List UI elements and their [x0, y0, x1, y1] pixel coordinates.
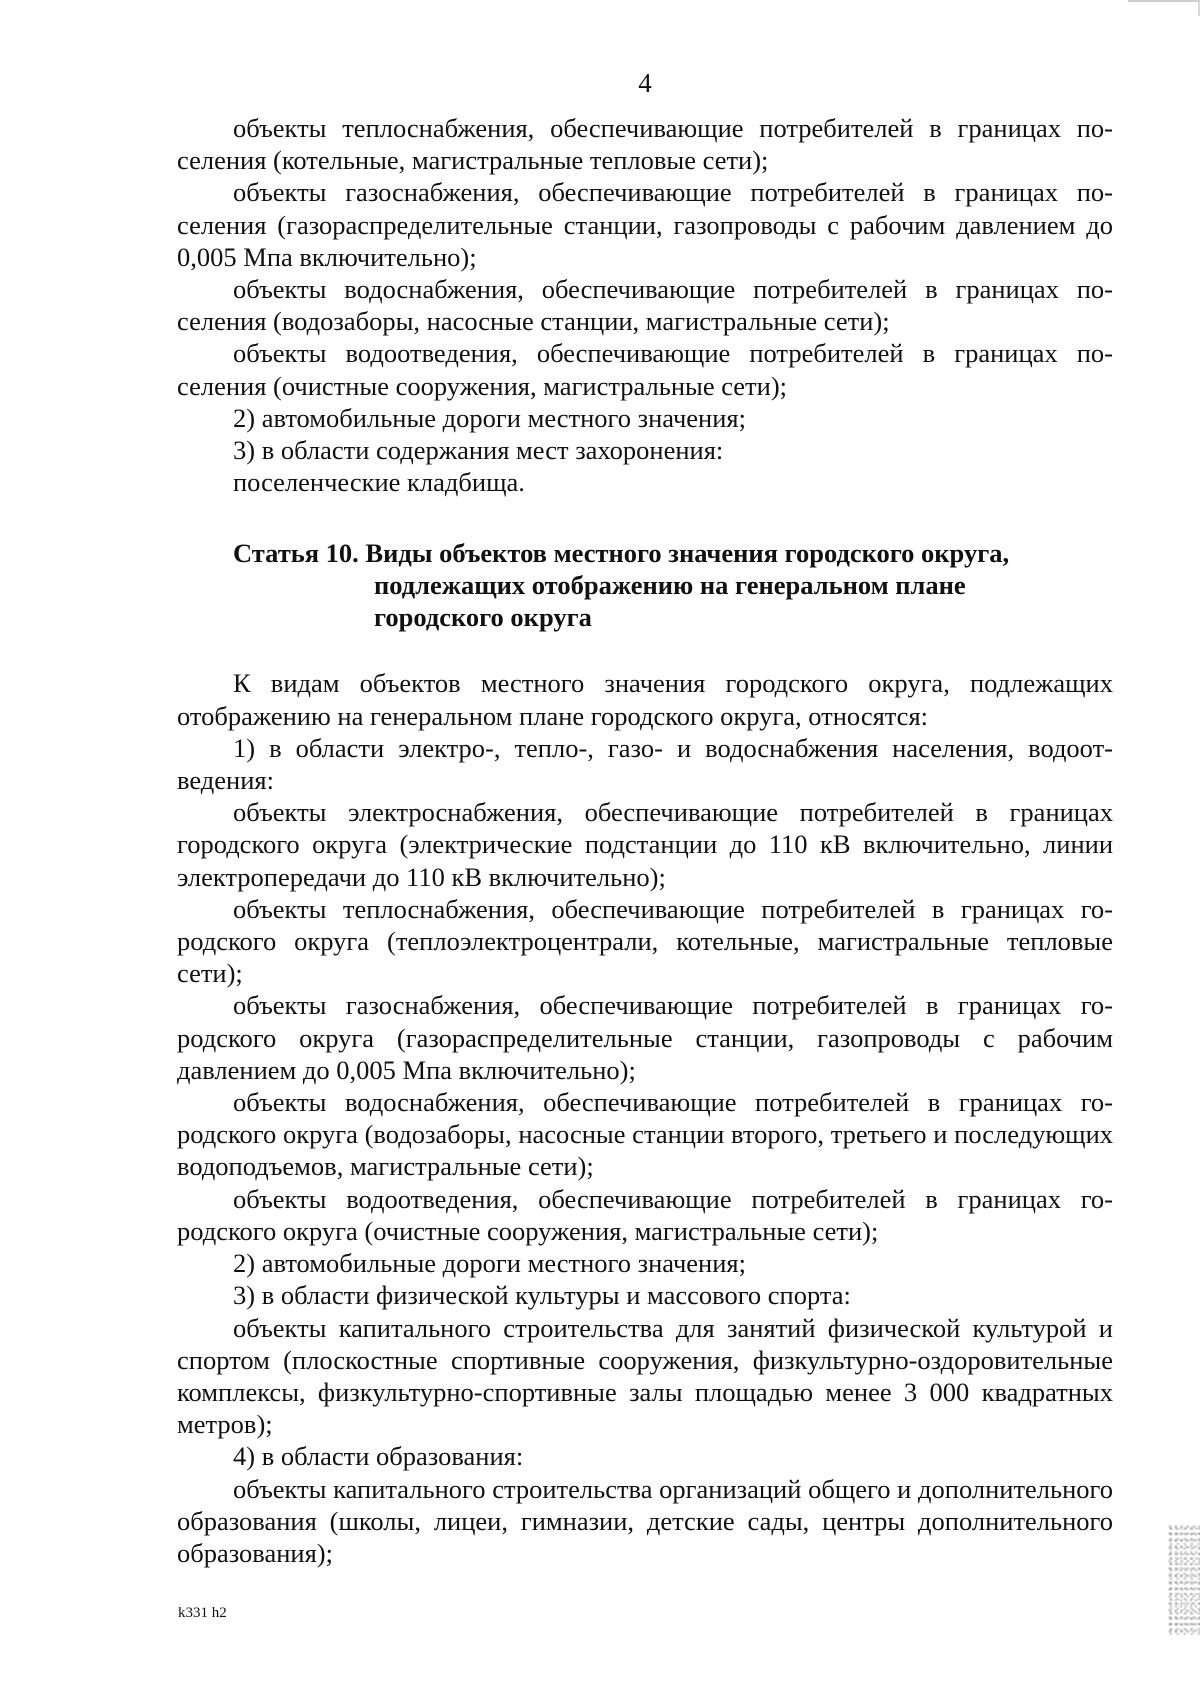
paragraph-cemeteries: поселенческие кладбища. [233, 467, 525, 498]
paragraph-water-disposal-settlement: объекты водоотведения, обеспечивающие потребителей в границах поселения (очистные сооружения, магистральные сети); [177, 338, 1113, 401]
paragraph-water-disposal-city: объекты водоотведения, обеспечивающие потребителей в границах городского округа (очистные сооружения, магистральные сети); [177, 1183, 1113, 1246]
article-heading-line-2: подлежащих отображению на генеральном плане [374, 570, 966, 601]
paragraph-utilities: 1) в области электро-, тепло-, газо- и водоснабжения населения, водоотведения: [177, 732, 1113, 796]
document-body [177, 112, 1113, 1569]
article-heading-line-3: городского округа [374, 602, 592, 633]
paragraph-electricity-city: объекты электроснабжения, обеспечивающие потребителей в границах городского округа (электрические подстанции до 110 кВ включительно, линии электропередачи до 110 кВ включительно); [177, 797, 1113, 892]
paragraph-intro: К видам объектов местного значения городского округа, подлежащих отображению на генеральном плане городского округа, относятся: [177, 668, 1113, 731]
paragraph-education-area: 4) в области образования: [233, 1441, 524, 1472]
heading-spacer [177, 633, 1113, 667]
paragraph-gas-supply-settlement: объекты газоснабжения, обеспечивающие потребителей в границах поселения (газораспределительные станции, газопроводы с рабочим давлением до 0,005 Мпа включительно); [177, 177, 1113, 272]
paragraph-water-supply-settlement: объекты водоснабжения, обеспечивающие потребителей в границах поселения (водозаборы, насосные станции, магистральные сети); [177, 274, 1113, 337]
document-code: k331 h2 [178, 1605, 227, 1621]
paragraph-burial-places: 3) в области содержания мест захоронения: [233, 435, 724, 466]
paragraph-education-facilities: объекты капитального строительства организаций общего и дополнительного образования (школы, лицеи, гимназии, детские сады, центры дополнительного образования); [177, 1473, 1113, 1568]
page-number: 4 [638, 68, 652, 98]
article-heading [233, 537, 1113, 633]
scan-corner-artifact [1128, 0, 1200, 16]
paragraph-sport-facilities: объекты капитального строительства для занятий физической культурой и спортом (плоскостные спортивные сооружения, физкультурно-оздоровительные комплексы, физкультурно-спортивные залы площадью менее 3 000 квадратных метров); [177, 1312, 1113, 1440]
paragraph-water-supply-city: объекты водоснабжения, обеспечивающие потребителей в границах городского округа (водозаборы, насосные станции второго, третьего и последующих водоподъемов, магистральные сети); [177, 1087, 1113, 1182]
paragraph-local-roads-settlement: 2) автомобильные дороги местного значения; [233, 402, 746, 433]
paragraph-local-roads-city: 2) автомобильные дороги местного значения; [233, 1248, 746, 1279]
scan-noise-artifact [1168, 1525, 1200, 1635]
paragraph-heat-supply-settlement: объекты теплоснабжения, обеспечивающие потребителей в границах поселения (котельные, магистральные тепловые сети); [177, 113, 1113, 176]
paragraph-sport-area: 3) в области физической культуры и массового спорта: [233, 1280, 851, 1311]
paragraph-heat-supply-city: объекты теплоснабжения, обеспечивающие потребителей в границах городского округа (теплоэлектроцентрали, котельные, магистральные тепловые сети); [177, 893, 1113, 989]
paragraph-gas-supply-city: объекты газоснабжения, обеспечивающие потребителей в границах городского округа (газораспределительные станции, газопроводы с рабочим давлением до 0,005 Мпа включительно); [177, 990, 1113, 1085]
article-heading-line-1: Статья 10. Виды объектов местного значения городского округа, [233, 538, 1010, 569]
